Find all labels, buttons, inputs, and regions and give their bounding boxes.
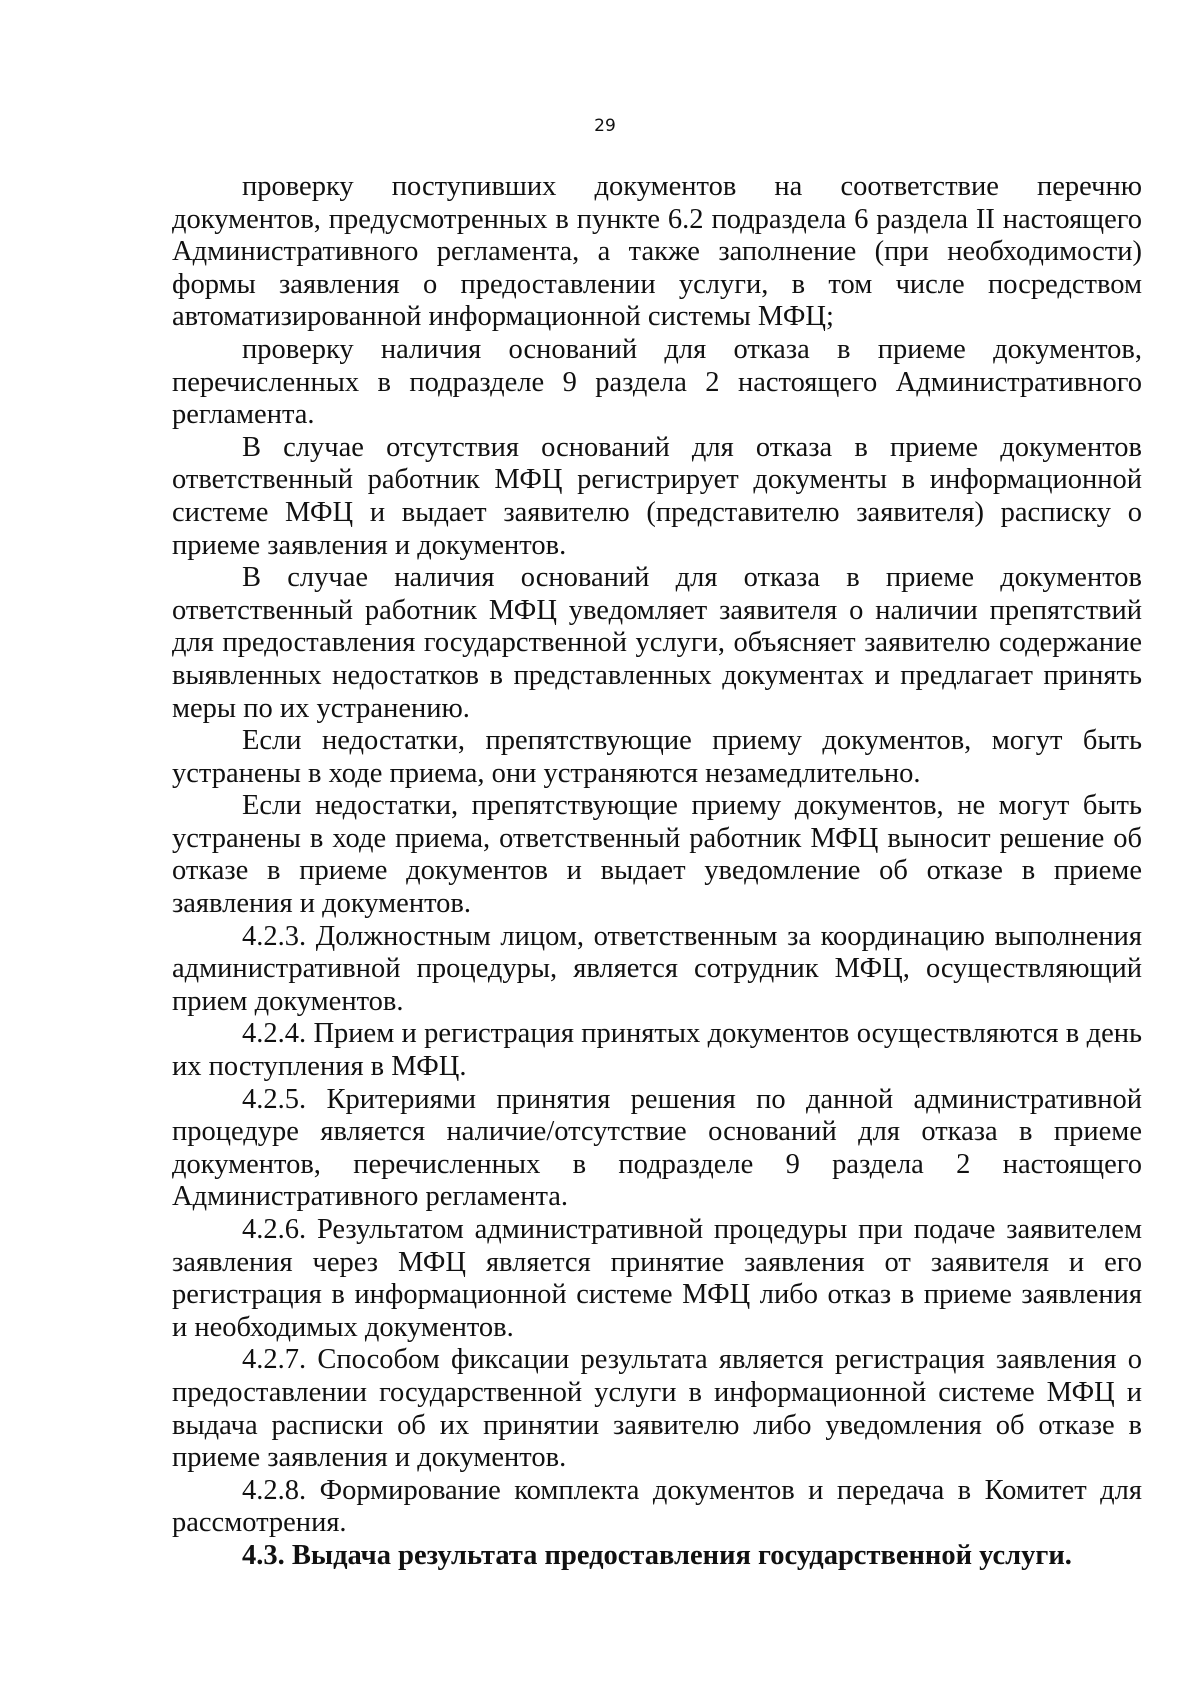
paragraph-4-2-6: 4.2.6. Результатом административной процедуры при подаче заявителем заявления через МФЦ является принятие заявления от заявителя и его регистрация в информационной системе МФЦ либо отказ в приеме заявления и необходимых документов. (172, 1214, 1142, 1343)
paragraph-deficiencies-fixable: Если недостатки, препятствующие приему документов, могут быть устранены в ходе приема, они устраняются незамедлительно. (172, 725, 1142, 789)
paragraph-document-check: проверку поступивших документов на соответствие перечню документов, предусмотренных в пункте 6.2 подраздела 6 раздела II настоящего Административного регламента, а также заполнение (при необходимости) формы заявления о предоставлении услуги, в том числе посредством автоматизированной информационной системы МФЦ; (172, 171, 1142, 333)
paragraph-no-refusal-grounds: В случае отсутствия оснований для отказа в приеме документов ответственный работник МФЦ регистрирует документы в информационной системе МФЦ и выдает заявителю (представителю заявителя) расписку о приеме заявления и документов. (172, 431, 1142, 561)
document-body (172, 171, 1142, 1573)
paragraph-4-2-3: 4.2.3. Должностным лицом, ответственным за координацию выполнения административной процедуры, является сотрудник МФЦ, осуществляющий прием документов. (172, 920, 1142, 1017)
section-heading-4-3: 4.3. Выдача результата предоставления государственной услуги. (242, 1539, 1072, 1571)
paragraph-4-2-4: 4.2.4. Прием и регистрация принятых документов осуществляются в день их поступления в МФЦ. (172, 1018, 1142, 1083)
paragraph-deficiencies-not-fixable: Если недостатки, препятствующие приему документов, не могут быть устранены в ходе приема, ответственный работник МФЦ выносит решение об отказе в приеме документов и выдает уведомление об отказе в приеме заявления и документов. (172, 790, 1142, 920)
paragraph-4-2-8: 4.2.8. Формирование комплекта документов и передача в Комитет для рассмотрения. (172, 1474, 1142, 1539)
paragraph-4-2-7: 4.2.7. Способом фиксации результата является регистрация заявления о предоставлении государственной услуги в информационной системе МФЦ и выдача расписки об их принятии заявителю либо уведомления об отказе в приеме заявления и документов. (172, 1344, 1142, 1474)
paragraph-4-2-5: 4.2.5. Критериями принятия решения по данной административной процедуре является наличие/отсутствие оснований для отказа в приеме документов, перечисленных в подразделе 9 раздела 2 настоящего Административного регламента. (172, 1083, 1142, 1213)
paragraph-refusal-grounds-check: проверку наличия оснований для отказа в приеме документов, перечисленных в подразделе 9 раздела 2 настоящего Административного регламента. (172, 333, 1142, 431)
page-number: 29 (594, 116, 616, 136)
paragraph-refusal-grounds-present: В случае наличия оснований для отказа в приеме документов ответственный работник МФЦ уведомляет заявителя о наличии препятствий для предоставления государственной услуги, объясняет заявителю содержание выявленных недостатков в представленных документах и предлагает принять меры по их устранению. (172, 562, 1142, 724)
